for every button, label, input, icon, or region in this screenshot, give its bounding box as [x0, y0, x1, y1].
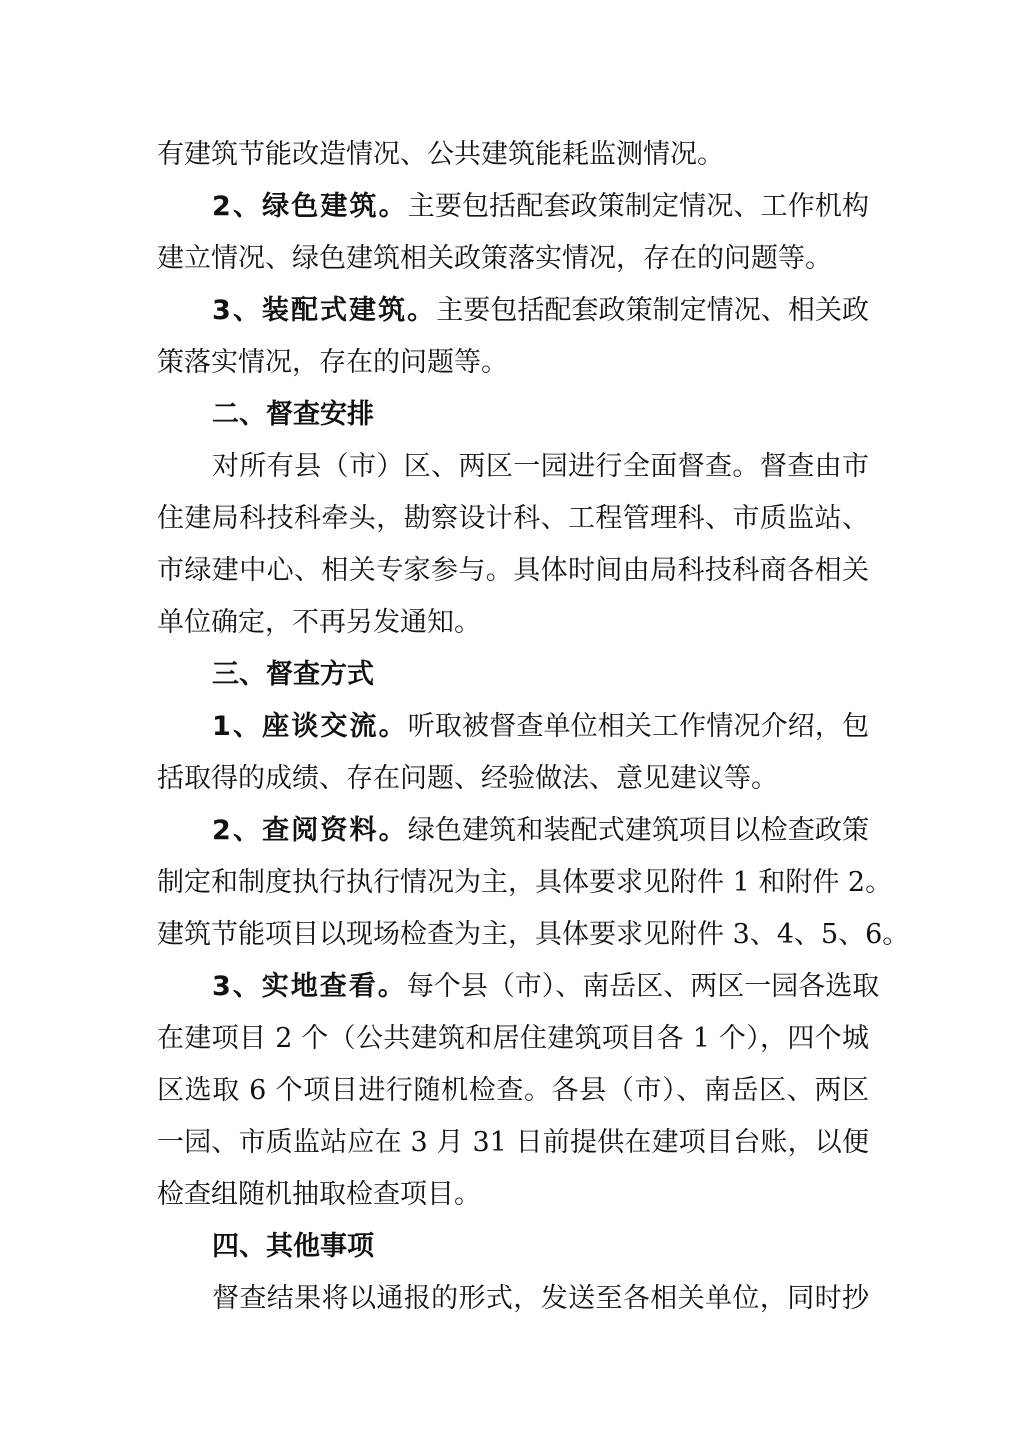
paragraph-line: 建立情况、绿色建筑相关政策落实情况，存在的问题等。 — [157, 243, 832, 274]
paragraph-line: 督查结果将以通报的形式，发送至各相关单位，同时抄 — [212, 1283, 869, 1314]
paragraph-line: 有建筑节能改造情况、公共建筑能耗监测情况。 — [157, 139, 724, 170]
item-title: 1、座谈交流。 — [212, 711, 408, 742]
paragraph-line: 住建局科技科牵头，勘察设计科、工程管理科、市质监站、 — [157, 503, 869, 534]
item-title: 2、查阅资料。 — [212, 815, 408, 846]
section-heading-other: 四、其他事项 — [212, 1231, 374, 1262]
section-item-green-building: 2、绿色建筑。主要包括配套政策制定情况、工作机构 — [212, 191, 869, 222]
item-title: 3、装配式建筑。 — [212, 295, 437, 326]
paragraph-line: 对所有县（市）区、两区一园进行全面督查。督查由市 — [212, 451, 869, 482]
paragraph-line: 单位确定，不再另发通知。 — [157, 607, 481, 638]
paragraph-line: 制定和制度执行执行情况为主，具体要求见附件 1 和附件 2。 — [157, 867, 893, 898]
section-item-review-docs: 2、查阅资料。绿色建筑和装配式建筑项目以检查政策 — [212, 815, 869, 846]
section-heading-method: 三、督查方式 — [212, 659, 374, 690]
item-title: 3、实地查看。 — [212, 971, 407, 1002]
paragraph-line: 策落实情况，存在的问题等。 — [157, 347, 508, 378]
section-item-meeting: 1、座谈交流。听取被督查单位相关工作情况介绍，包 — [212, 711, 869, 742]
section-heading-arrangement: 二、督查安排 — [212, 399, 374, 430]
paragraph-line: 在建项目 2 个（公共建筑和居住建筑项目各 1 个），四个城 — [157, 1023, 869, 1054]
paragraph-line: 检查组随机抽取检查项目。 — [157, 1179, 481, 1210]
section-item-site-visit: 3、实地查看。每个县（市）、南岳区、两区一园各选取 — [212, 971, 880, 1002]
paragraph-line: 括取得的成绩、存在问题、经验做法、意见建议等。 — [157, 763, 778, 794]
item-title: 2、绿色建筑。 — [212, 191, 408, 222]
section-item-prefab-building: 3、装配式建筑。主要包括配套政策制定情况、相关政 — [212, 295, 870, 326]
paragraph-line: 一园、市质监站应在 3 月 31 日前提供在建项目台账，以便 — [157, 1127, 869, 1158]
paragraph-line: 区选取 6 个项目进行随机检查。各县（市）、南岳区、两区 — [157, 1075, 869, 1106]
paragraph-line: 建筑节能项目以现场检查为主，具体要求见附件 3、4、5、6。 — [157, 919, 910, 950]
paragraph-line: 市绿建中心、相关专家参与。具体时间由局科技科商各相关 — [157, 555, 869, 586]
